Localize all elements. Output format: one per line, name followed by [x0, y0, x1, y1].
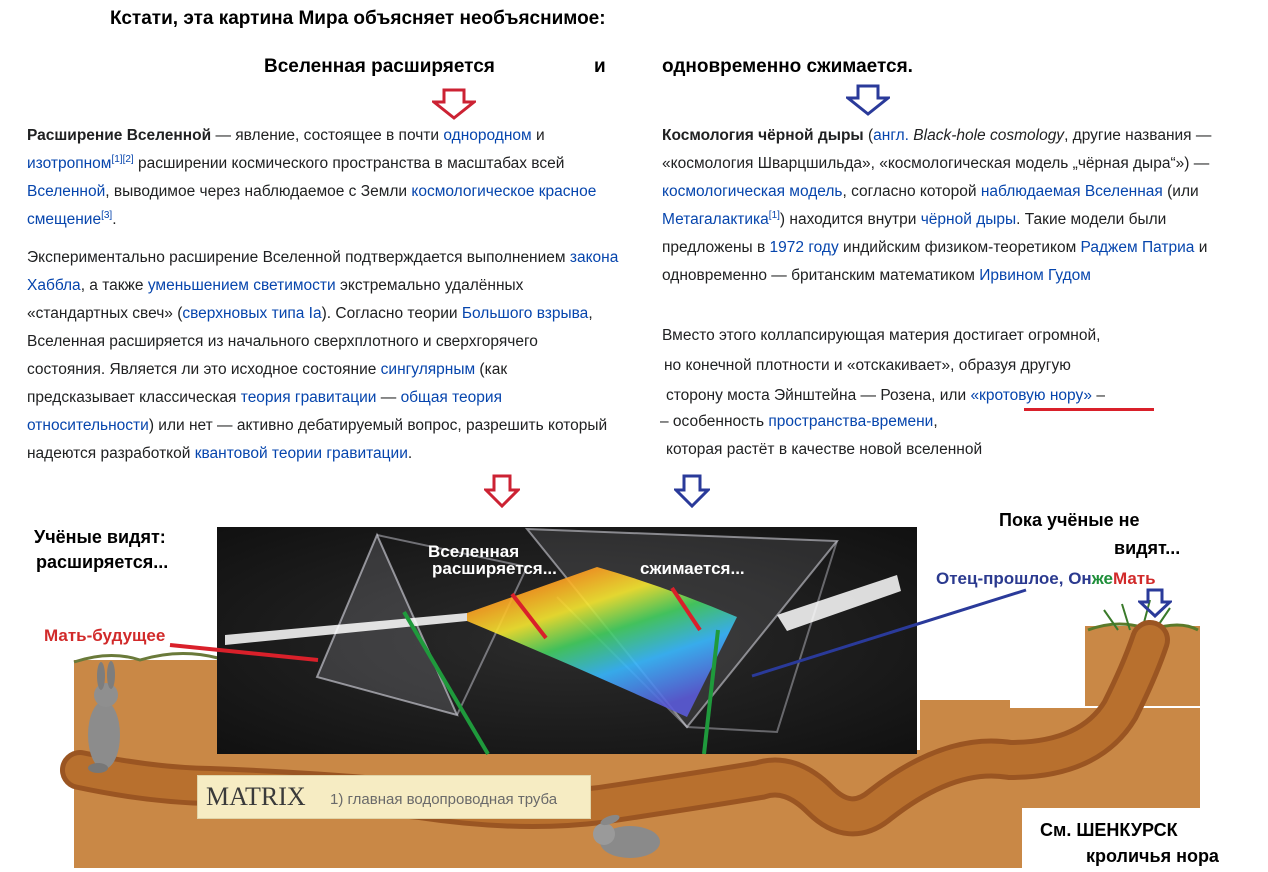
- text-father: Отец-прошлое,: [936, 569, 1069, 588]
- link-metagalaxy[interactable]: Метагалактика: [662, 211, 769, 228]
- link-english[interactable]: англ.: [873, 127, 909, 144]
- link-luminosity[interactable]: уменьшением светимости: [147, 277, 336, 294]
- term-english: Black-hole cosmology: [913, 127, 1065, 144]
- link-irving-good[interactable]: Ирвином Гудом: [979, 267, 1091, 284]
- text: , другие названия — «космология Шварцшильда», «космологическая модель „чёрная дыра“») —: [662, 127, 1212, 172]
- text: , согласно которой: [842, 183, 981, 200]
- header-line-1: Кстати, эта картина Мира объясняет необъяснимое:: [110, 8, 606, 29]
- text: индийским физиком-теоретиком: [838, 239, 1081, 256]
- text: — явление, состоящее в почти: [211, 127, 444, 144]
- term-expansion: Расширение Вселенной: [27, 127, 212, 144]
- right-line-2: но конечной плотности и «отскакивает», образуя другую: [664, 357, 1071, 374]
- text: (как предсказывает классическая: [27, 361, 508, 406]
- prism-label-universe: Вселенная: [428, 542, 520, 561]
- text: . Такие модели были предложены в: [662, 211, 1167, 256]
- text: и одновременно — британским математиком: [662, 239, 1208, 284]
- text: –: [1092, 387, 1105, 404]
- ref-1[interactable]: [1]: [768, 209, 780, 221]
- text: (или: [1162, 183, 1199, 200]
- text: – особенность: [660, 413, 769, 430]
- label-mother-future: Мать-будущее: [44, 626, 166, 645]
- link-gravity-theory[interactable]: теория гравитации: [240, 389, 377, 406]
- link-singular[interactable]: сингулярным: [380, 361, 476, 378]
- text: сторону моста Эйнштейна — Розена, или: [666, 387, 971, 404]
- matrix-box: [197, 775, 591, 819]
- header-and: и: [594, 56, 606, 77]
- red-line-expands: [512, 594, 546, 638]
- link-universe[interactable]: Вселенной: [27, 183, 106, 200]
- text: ) находится внутри: [779, 211, 921, 228]
- text: расширении космического пространства в масштабах всей: [133, 155, 565, 172]
- link-general-relativity[interactable]: общая теория относительности: [27, 389, 502, 434]
- header-expands: Вселенная расширяется: [264, 56, 495, 77]
- label-father-past: [936, 566, 1156, 592]
- text: ,: [933, 413, 938, 430]
- text-zhe: же: [1091, 569, 1113, 588]
- link-isotropic[interactable]: изотропном: [27, 155, 112, 172]
- text: , выводимое через наблюдаемое с Земли: [105, 183, 412, 200]
- text: ). Согласно теории: [321, 305, 462, 322]
- label-rabbit-burrow: кроличья нора: [1086, 846, 1219, 866]
- label-while-scientists: Пока учёные не: [999, 510, 1140, 530]
- link-redshift[interactable]: космологическое красное смещение: [27, 183, 597, 228]
- text: (: [863, 127, 874, 144]
- text: , а также: [80, 277, 148, 294]
- matrix-title: MATRIX: [206, 782, 306, 811]
- text: и: [531, 127, 545, 144]
- label-expands: расширяется...: [36, 552, 169, 572]
- link-homogeneous[interactable]: однородном: [443, 127, 532, 144]
- right-line-1: Вместо этого коллапсирующая материя достигает огромной,: [662, 327, 1101, 344]
- label-dont-see: видят...: [1114, 538, 1181, 558]
- link-quantum-gravity[interactable]: квантовой теории гравитации: [194, 445, 408, 462]
- link-1972[interactable]: 1972 году: [769, 239, 839, 256]
- red-line-mother: [170, 645, 318, 660]
- link-supernova[interactable]: сверхновых типа Ia: [182, 305, 322, 322]
- link-black-hole[interactable]: чёрной дыры: [920, 211, 1017, 228]
- green-line-left: [404, 612, 488, 754]
- text-on: Он: [1068, 569, 1092, 588]
- text: —: [376, 389, 401, 406]
- red-line-contracts: [672, 588, 700, 630]
- term-black-hole-cosmology: Космология чёрной дыры: [662, 127, 864, 144]
- text: .: [407, 445, 413, 462]
- header-contracts: одновременно сжимается.: [662, 56, 913, 77]
- link-big-bang[interactable]: Большого взрыва: [461, 305, 589, 322]
- text: .: [112, 211, 117, 228]
- link-cosmological-model[interactable]: космологическая модель: [662, 183, 843, 200]
- prism-label-expands: расширяется...: [432, 559, 557, 578]
- right-line-5: которая растёт в качестве новой вселенной: [666, 441, 983, 458]
- link-hubble-law[interactable]: закона Хаббла: [27, 249, 619, 294]
- ref-3[interactable]: [3]: [101, 209, 113, 221]
- text-mat: Мать: [1112, 569, 1156, 588]
- link-observable-universe[interactable]: наблюдаемая Вселенная: [980, 183, 1163, 200]
- matrix-caption: 1) главная водопроводная труба: [330, 791, 558, 808]
- link-raj-pathria[interactable]: Раджем Патриа: [1080, 239, 1195, 256]
- label-shenkursk: См. ШЕНКУРСК: [1040, 820, 1178, 840]
- link-spacetime[interactable]: пространства-времени: [768, 413, 934, 430]
- text: экстремально удалённых «стандартных свеч» (: [27, 277, 524, 322]
- text: Экспериментально расширение Вселенной подтверждается выполнением: [27, 249, 570, 266]
- text: ) или нет — активно дебатируемый вопрос, разрешить который надеются разработкой: [27, 417, 608, 462]
- prism-label-contracts: сжимается...: [640, 559, 745, 578]
- label-scientists-see: Учёные видят:: [34, 527, 166, 547]
- blue-down-arrow-3-icon: [1138, 588, 1172, 618]
- link-wormhole[interactable]: «кротовую нору»: [970, 387, 1093, 404]
- blue-line-father: [752, 590, 1026, 676]
- green-line-right: [704, 630, 718, 754]
- ref-1-2[interactable]: [1][2]: [111, 153, 134, 165]
- text: , Вселенная расширяется из начального сверхплотного и сверхгорячего состояния. Является ли это исходное состояние: [27, 305, 593, 378]
